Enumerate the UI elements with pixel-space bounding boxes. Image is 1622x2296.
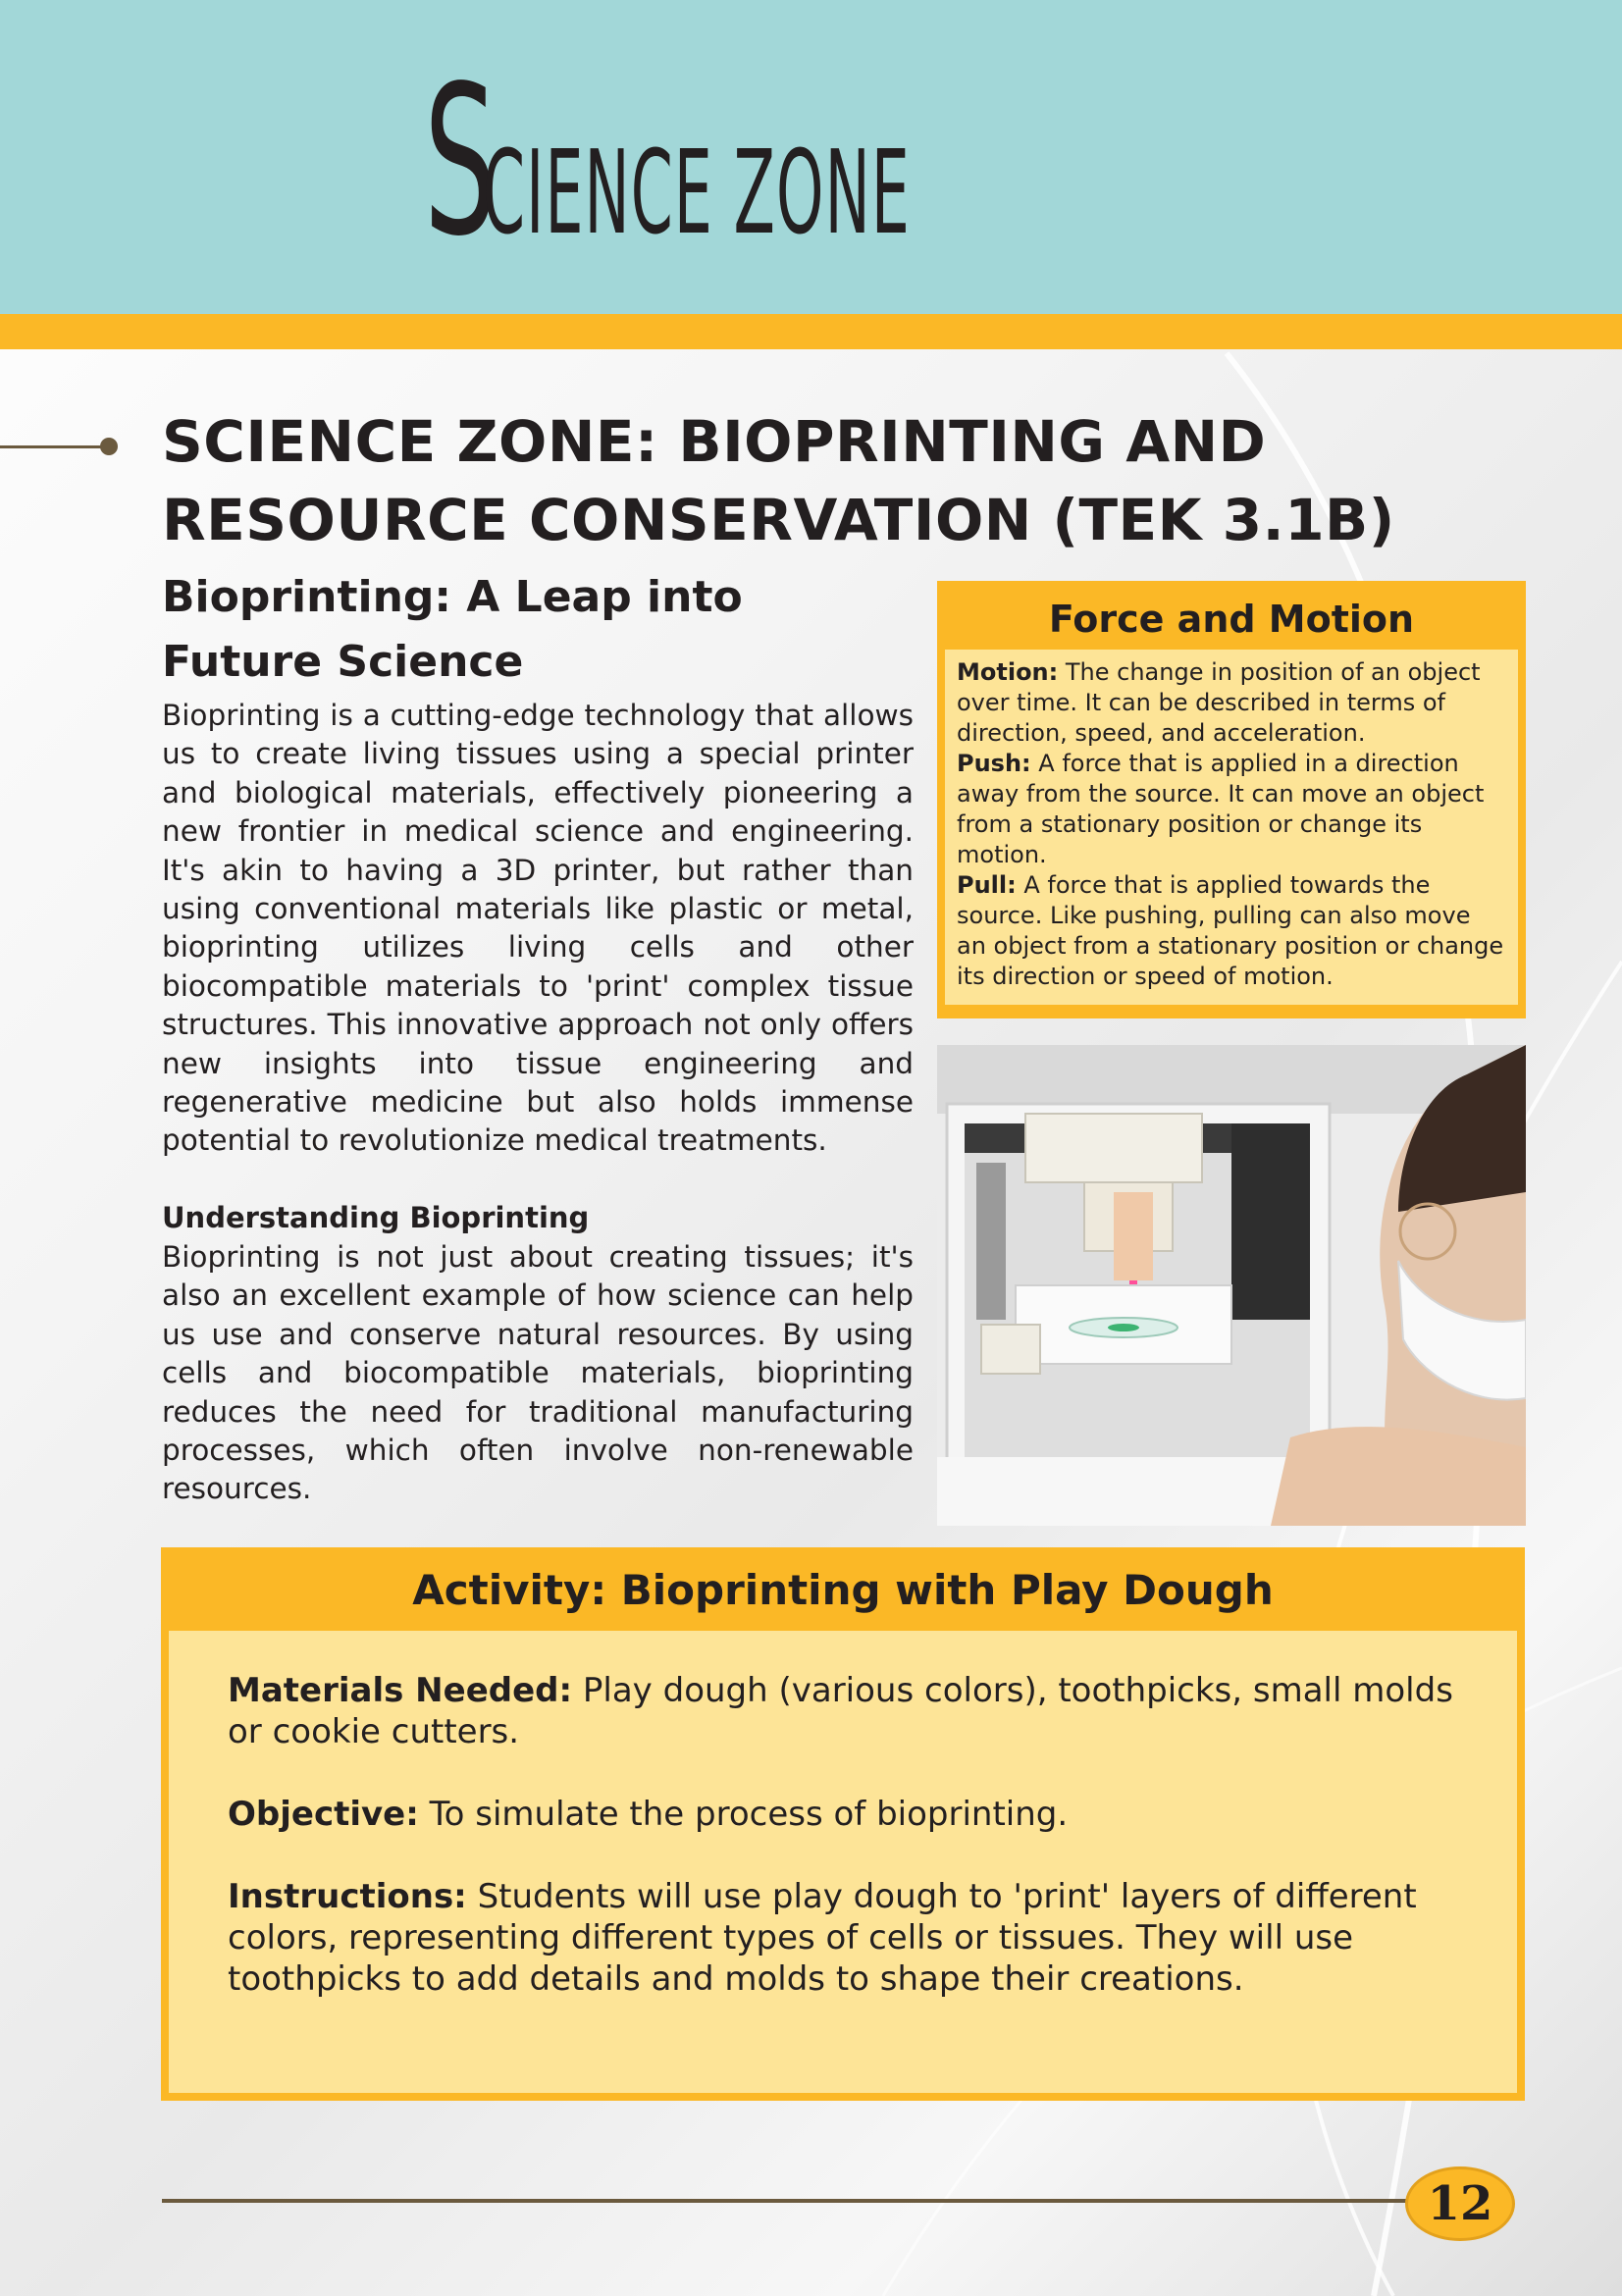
instructions-text: Students will use play dough to 'print' layers of different colors, representing different types of cells or tissues. They will use toothpicks to add details and molds to shape their creations. [228, 1877, 1417, 1999]
push-term: Push: [957, 750, 1031, 777]
page-title [0, 41, 1622, 282]
activity-box [161, 1547, 1525, 2101]
motion-definition [957, 657, 1506, 749]
page-number-badge: 12 [1405, 2166, 1515, 2241]
main-heading-line-2: RESOURCE CONSERVATION (TEK 3.1B) [162, 487, 1395, 553]
activity-content [169, 1631, 1517, 2093]
instructions-term: Instructions: [228, 1877, 467, 1916]
force-motion-content [945, 650, 1518, 1005]
motion-text: The change in position of an object over time. It can be described in terms of direction, speed, and acceleration. [957, 658, 1481, 747]
bioprinter-photo [937, 1045, 1526, 1526]
page-title-rest: CIENCE ZONE [482, 125, 911, 260]
motion-term: Motion: [957, 658, 1059, 686]
main-heading-line-1: SCIENCE ZONE: BIOPRINTING AND [162, 408, 1267, 475]
intro-paragraph: Bioprinting is a cutting-edge technology that allows us to create living tissues using a special printer and biological materials, effectively pioneering a new frontier in medical science and engineering. It's akin to having a 3D printer, but rather than using conventional materials like plastic or metal, bioprinting utilizes living cells and other biocompatible materials to 'print' complex tissue structures. This innovative approach not only offers new insights into tissue engineering and regenerative medicine but also holds immense potential to revolutionize medical treatments. [162, 699, 914, 1158]
push-text: A force that is applied in a direction away from the source. It can move an object from a stationary position or change its motion. [957, 750, 1485, 868]
bioprinter-illustration [937, 1045, 1526, 1526]
instructions-line [228, 1876, 1458, 2000]
footer-rule [162, 2199, 1408, 2203]
activity-title: Activity: Bioprinting with Play Dough [412, 1566, 1274, 1614]
force-motion-title: Force and Motion [1048, 598, 1415, 641]
article-subheading-line-1: Bioprinting: A Leap into [162, 572, 743, 622]
article-subheading [162, 565, 770, 695]
objective-text: To simulate the process of bioprinting. [418, 1795, 1069, 1834]
section-rule [0, 445, 106, 448]
section-rule-dot [100, 438, 118, 455]
force-motion-box [937, 581, 1526, 1018]
objective-line [228, 1794, 1458, 1835]
push-definition [957, 749, 1506, 870]
materials-text: Play dough (various colors), toothpicks, small molds or cookie cutters. [228, 1671, 1453, 1751]
page-title-initial: S [423, 41, 495, 282]
understanding-paragraph: Bioprinting is not just about creating tissues; it's also an excellent example of how science can help us use and conserve natural resources. By using cells and biocompatible materials, bioprinting reduces the need for traditional manufacturing processes, which often involve non-renewable resources. [162, 1240, 914, 1506]
objective-term: Objective: [228, 1795, 419, 1834]
understanding-heading: Understanding Bioprinting [162, 1201, 590, 1234]
materials-term: Materials Needed: [228, 1671, 573, 1710]
pull-term: Pull: [957, 871, 1017, 899]
main-heading [162, 402, 1438, 559]
pull-text: A force that is applied towards the source. Like pushing, pulling can also move an object from a stationary position or change its direction or speed of motion. [957, 871, 1504, 990]
article-subheading-line-2: Future Science [162, 637, 524, 687]
pull-definition [957, 870, 1506, 992]
materials-line [228, 1670, 1458, 1752]
header-accent-stripe [0, 314, 1622, 349]
